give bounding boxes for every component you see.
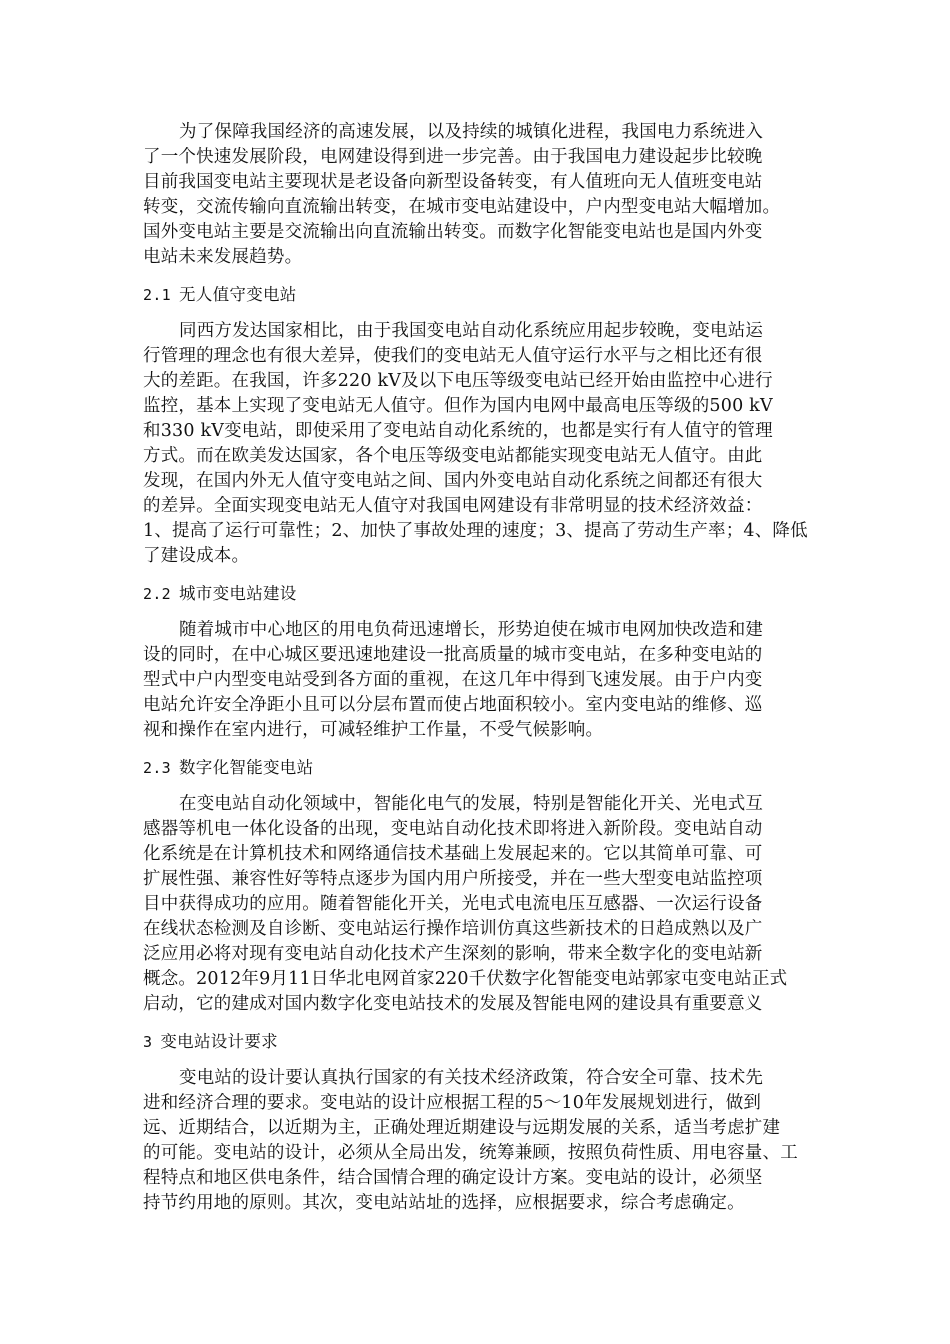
section-number: 2.2 — [143, 585, 171, 603]
section-title: 变电站设计要求 — [160, 1032, 278, 1051]
section-2-3-paragraph — [143, 792, 807, 1017]
section-heading-3 — [143, 1031, 807, 1053]
text-line: 目中获得成功的应用。随着智能化开关，光电式电流电压互感器、一次运行设备 — [143, 894, 763, 914]
text-line: 监控，基本上实现了变电站无人值守。但作为国内电网中最高电压等级的500 kV — [143, 396, 773, 416]
section-heading-2-2 — [143, 583, 807, 605]
text-line: 同西方发达国家相比，由于我国变电站自动化系统应用起步较晚，变电站运 — [179, 321, 764, 341]
text-line: 的差异。全面实现变电站无人值守对我国电网建设有非常明显的技术经济效益： — [143, 496, 763, 516]
text-line: 为了保障我国经济的高速发展，以及持续的城镇化进程，我国电力系统进入 — [179, 122, 764, 142]
text-line: 视和操作在室内进行，可减轻维护工作量，不受气候影响。 — [143, 720, 604, 740]
section-number: 2.1 — [143, 286, 171, 304]
text-line: 1、提高了运行可靠性；2、加快了事故处理的速度；3、提高了劳动生产率；4、降低 — [143, 521, 808, 541]
text-line: 电站允许安全净距小且可以分层布置而使占地面积较小。室内变电站的维修、巡 — [143, 695, 763, 715]
text-line: 远、近期结合，以近期为主，正确处理近期建设与远期发展的关系，适当考虑扩建 — [143, 1118, 781, 1138]
section-number: 3 — [143, 1033, 153, 1051]
text-line: 化系统是在计算机技术和网络通信技术基础上发展起来的。它以其简单可靠、可 — [143, 844, 763, 864]
text-line: 大的差距。在我国，许多220 kV及以下电压等级变电站已经开始由监控中心进行 — [143, 371, 773, 391]
text-line: 电站未来发展趋势。 — [143, 247, 303, 267]
text-line: 行管理的理念也有很大差异，使我们的变电站无人值守运行水平与之相比还有很 — [143, 346, 763, 366]
section-title: 无人值守变电站 — [179, 285, 297, 304]
text-line: 方式。而在欧美发达国家，各个电压等级变电站都能实现变电站无人值守。由此 — [143, 446, 763, 466]
section-heading-2-1 — [143, 284, 807, 306]
text-line: 启动，它的建成对国内数字化变电站技术的发展及智能电网的建设具有重要意义 — [143, 994, 763, 1014]
text-line: 在线状态检测及自诊断、变电站运行操作培训仿真这些新技术的日趋成熟以及广 — [143, 919, 763, 939]
text-line: 转变，交流传输向直流输出转变，在城市变电站建设中，户内型变电站大幅增加。 — [143, 197, 781, 217]
text-line: 设的同时，在中心城区要迅速地建设一批高质量的城市变电站，在多种变电站的 — [143, 645, 763, 665]
text-line: 的可能。变电站的设计，必须从全局出发，统筹兼顾，按照负荷性质、用电容量、工 — [143, 1143, 798, 1163]
text-line: 持节约用地的原则。其次，变电站站址的选择，应根据要求，综合考虑确定。 — [143, 1193, 745, 1213]
section-3-paragraph — [143, 1066, 807, 1216]
text-line: 概念。2012年9月11日华北电网首家220千伏数字化智能变电站郭家屯变电站正式 — [143, 969, 788, 989]
text-line: 和330 kV变电站，即使采用了变电站自动化系统的，也都是实行有人值守的管理 — [143, 421, 773, 441]
section-number: 2.3 — [143, 759, 171, 777]
text-line: 变电站的设计要认真执行国家的有关技术经济政策，符合安全可靠、技术先 — [179, 1068, 764, 1088]
section-2-1-paragraph — [143, 319, 807, 569]
text-line: 了建设成本。 — [143, 546, 250, 566]
text-line: 泛应用必将对现有变电站自动化技术产生深刻的影响，带来全数字化的变电站新 — [143, 944, 763, 964]
section-2-2-paragraph — [143, 618, 807, 743]
text-line: 程特点和地区供电条件，结合国情合理的确定设计方案。变电站的设计，必须坚 — [143, 1168, 763, 1188]
text-line: 随着城市中心地区的用电负荷迅速增长，形势迫使在城市电网加快改造和建 — [179, 620, 764, 640]
text-line: 了一个快速发展阶段，电网建设得到进一步完善。由于我国电力建设起步比较晚 — [143, 147, 763, 167]
text-line: 感器等机电一体化设备的出现，变电站自动化技术即将进入新阶段。变电站自动 — [143, 819, 763, 839]
text-line: 扩展性强、兼容性好等特点逐步为国内用户所接受，并在一些大型变电站监控项 — [143, 869, 763, 889]
document-body — [143, 120, 807, 1216]
text-line: 在变电站自动化领域中，智能化电气的发展，特别是智能化开关、光电式互 — [179, 794, 764, 814]
text-line: 进和经济合理的要求。变电站的设计应根据工程的5～10年发展规划进行，做到 — [143, 1093, 762, 1113]
text-line: 国外变电站主要是交流输出向直流输出转变。而数字化智能变电站也是国内外变 — [143, 222, 763, 242]
section-title: 城市变电站建设 — [179, 584, 297, 603]
text-line: 发现，在国内外无人值守变电站之间、国内外变电站自动化系统之间都还有很大 — [143, 471, 763, 491]
section-title: 数字化智能变电站 — [179, 758, 314, 777]
intro-paragraph — [143, 120, 807, 270]
section-heading-2-3 — [143, 757, 807, 779]
text-line: 目前我国变电站主要现状是老设备向新型设备转变，有人值班向无人值班变电站 — [143, 172, 763, 192]
text-line: 型式中户内型变电站受到各方面的重视，在这几年中得到飞速发展。由于户内变 — [143, 670, 763, 690]
